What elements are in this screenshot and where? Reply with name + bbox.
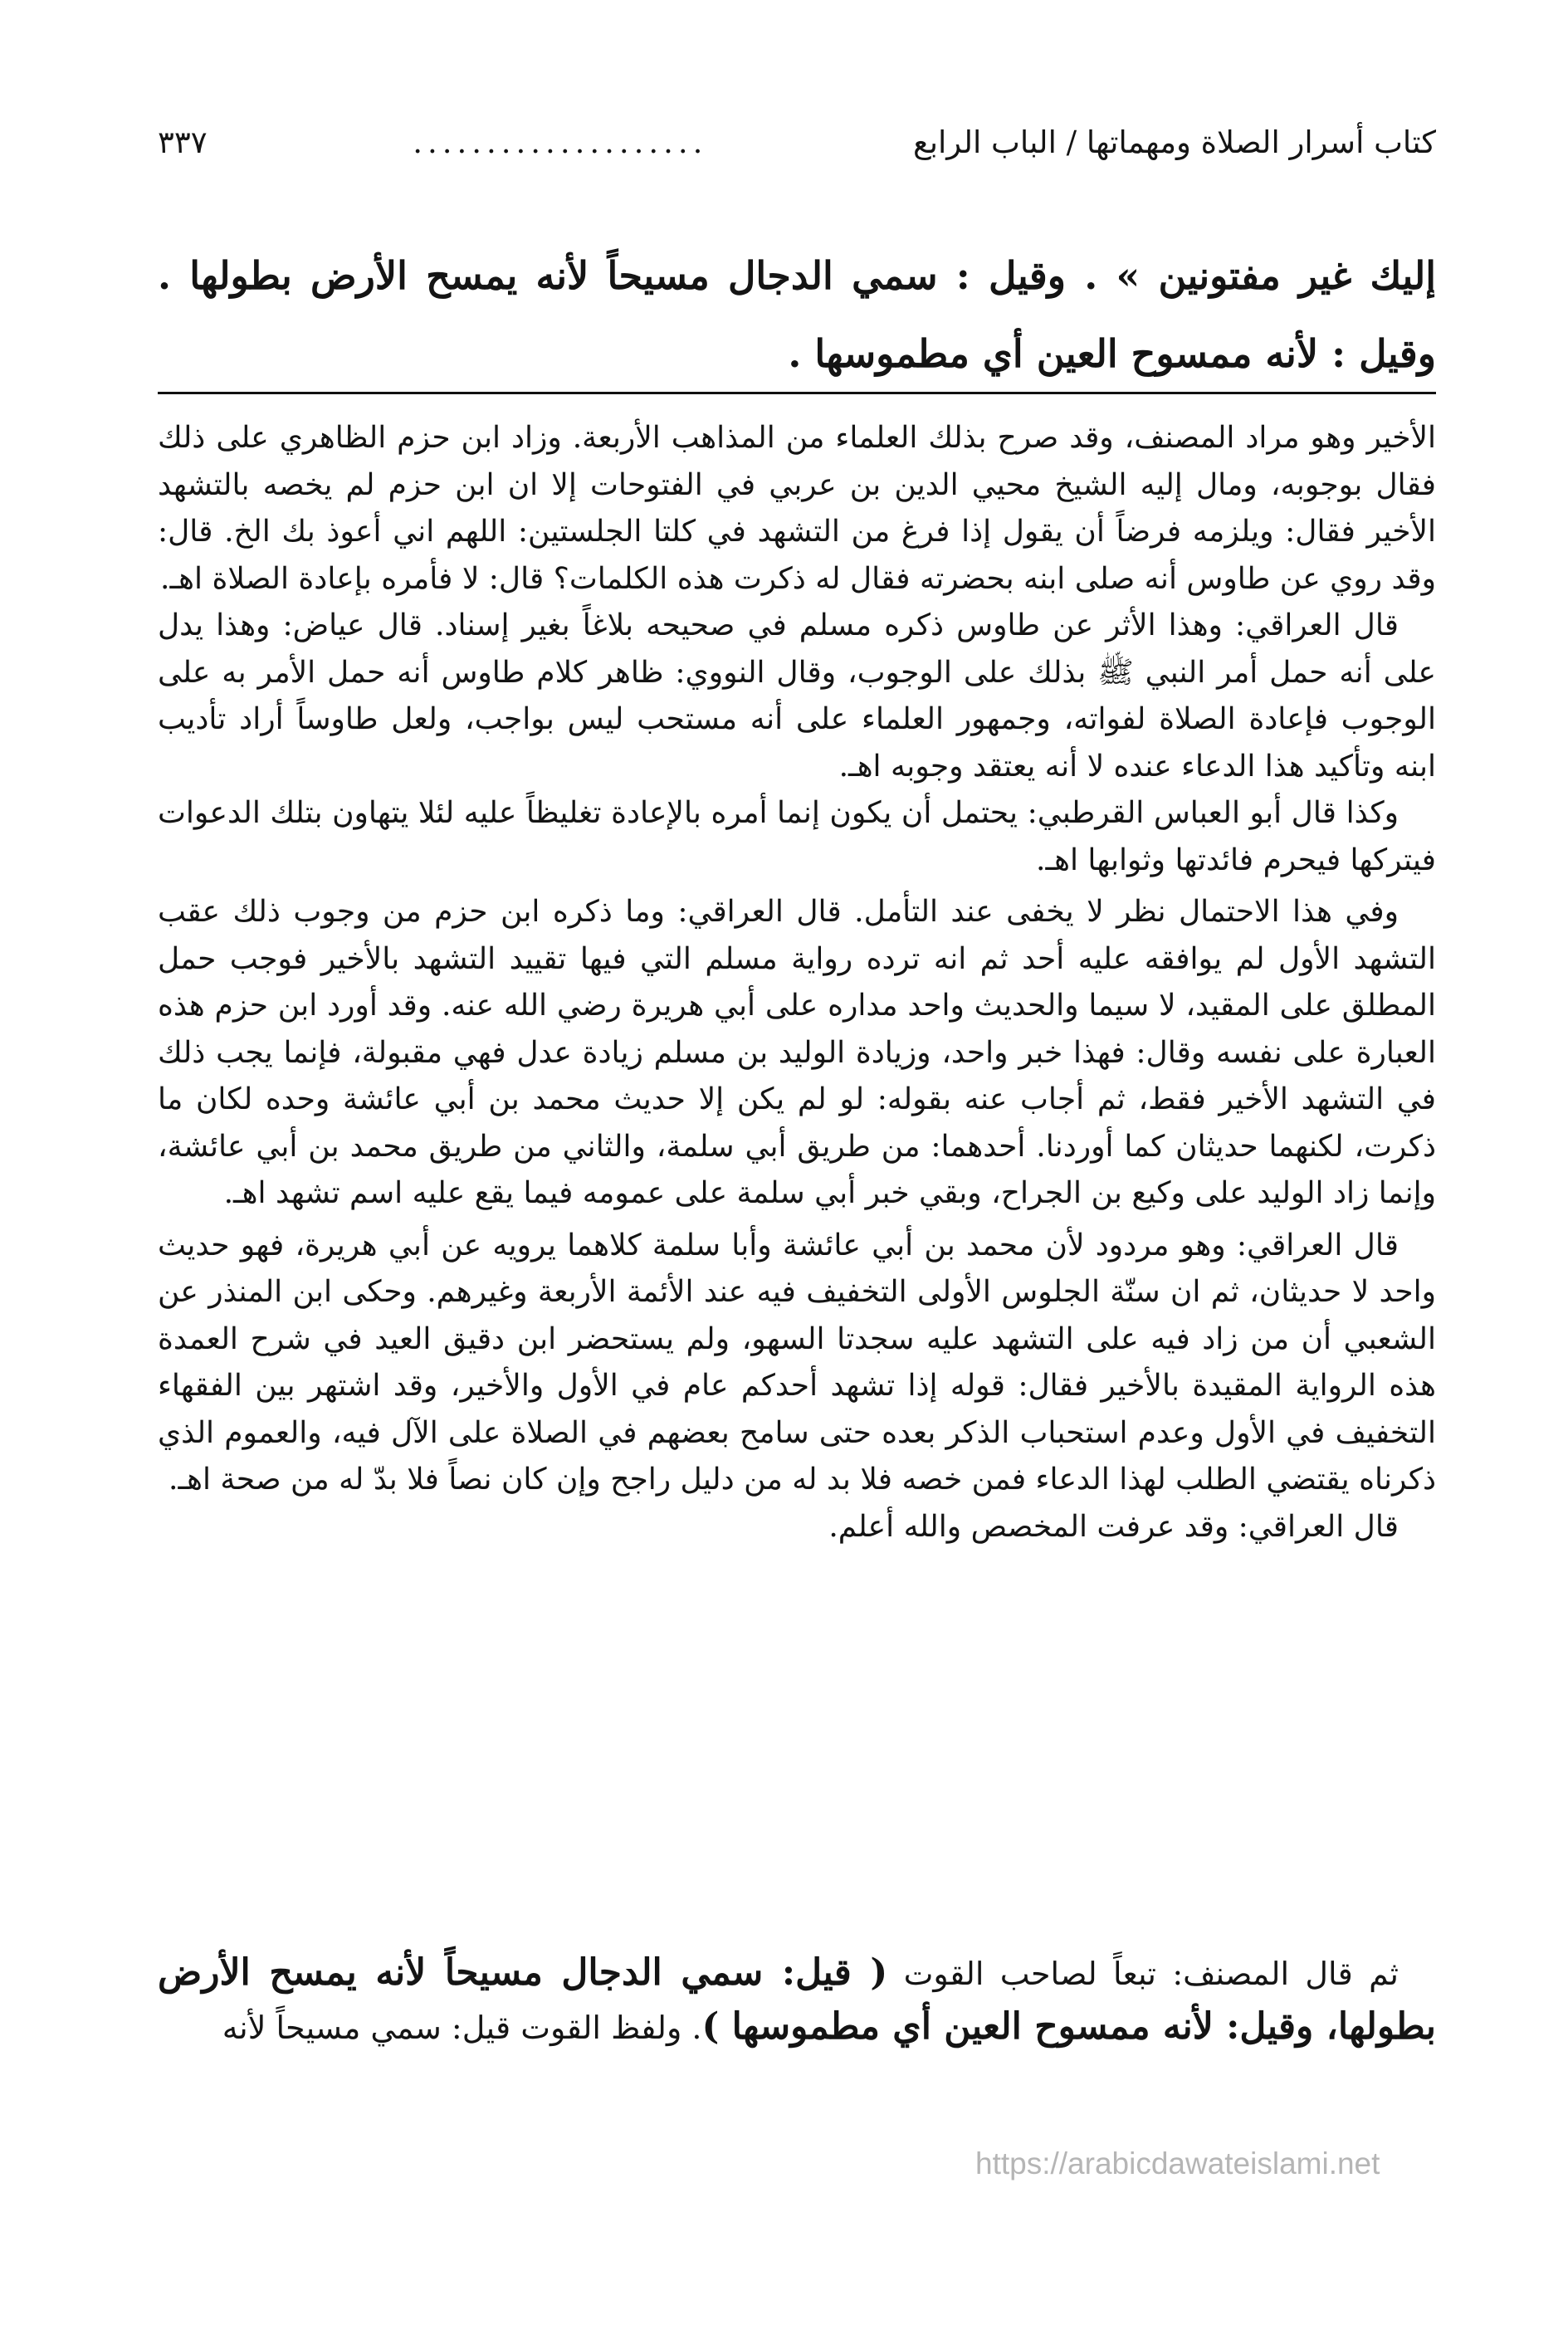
main-text: إليك غير مفتونين » . وقيل : سمي الدجال مسيحاً لأنه يمسح الأرض بطولها . وقيل : لأنه ممسوح العين أي مطموسها . — [158, 253, 1436, 376]
closing-paragraph — [158, 1946, 1436, 2054]
watermark-url: https://arabicdawateislami.net — [975, 2146, 1380, 2180]
commentary-block — [158, 415, 1436, 1550]
commentary-paragraph-6: قال العراقي: وقد عرفت المخصص والله أعلم. — [828, 1509, 1399, 1544]
closing-lead: ثم قال المصنف: تبعاً لصاحب القوت — [903, 1956, 1399, 1992]
header-title: كتاب أسرار الصلاة ومهماتها / الباب الرابع — [913, 125, 1436, 160]
commentary-paragraph-4: وفي هذا الاحتمال نظر لا يخفى عند التأمل. قال العراقي: وما ذكره ابن حزم من وجوب ذلك عقب التشهد الأول لم يوافقه عليه أحد ثم انه ترده رواية مسلم التي فيها تقييد التشهد بالأخير فوجب حمل المطلق على المقيد، لا سيما والحديث واحد مداره على أبي هريرة رضي الله عنه. وقد أورد ابن حزم هذه العبارة على نفسه وقال: فهذا خبر واحد، وزيادة الوليد بن مسلم زيادة عدل فهي مقبولة، فإنما يجب ذلك في التشهد الأخير فقط، ثم أجاب عنه بقوله: لو لم يكن إلا حديث محمد بن أبي عائشة وحده لكان ما ذكرت، لكنهما حديثان كما أوردنا. أحدهما: من طريق أبي سلمة، والثاني من طريق محمد بن أبي عائشة، وإنما زاد الوليد على وكيع بن الجراح، وبقي خبر أبي سلمة على عمومه فيما يقع عليه اسم تشهد اهـ. — [158, 895, 1436, 1210]
header-dot-leader: .................... — [413, 125, 708, 160]
page-number: ٣٣٧ — [158, 125, 208, 160]
closing-quote: ( قيل: سمي الدجال مسيحاً لأنه يمسح الأرض بطولها، وقيل: لأنه ممسوح العين أي مطموسها ) — [158, 1951, 1436, 2048]
commentary-paragraph-1: الأخير وهو مراد المصنف، وقد صرح بذلك العلماء من المذاهب الأربعة. وزاد ابن حزم الظاهري على ذلك فقال بوجوبه، ومال إليه الشيخ محيي الدين بن عربي في الفتوحات إلا ان ابن حزم لم يخصه بالتشهد الأخير فقال: ويلزمه فرضاً أن يقول إذا فرغ من التشهد في كلتا الجلستين: اللهم اني أعوذ بك الخ. قال: وقد روي عن طاوس أنه صلى ابنه بحضرته فقال له ذكرت هذه الكلمات؟ قال: لا فأمره بإعادة الصلاة اهـ. — [158, 421, 1436, 596]
footnote-divider — [158, 392, 1436, 394]
commentary-paragraph-3: وكذا قال أبو العباس القرطبي: يحتمل أن يكون إنما أمره بالإعادة تغليظاً عليه لئلا يتهاون بتلك الدعوات فيتركها فيحرم فائدتها وثوابها اهـ. — [158, 796, 1436, 877]
commentary-paragraph-5: قال العراقي: وهو مردود لأن محمد بن أبي عائشة وأبا سلمة كلاهما يرويه عن أبي هريرة، فهو حديث واحد لا حديثان، ثم ان سنّة الجلوس الأولى التخفيف فيه عند الأئمة الأربعة وغيرهم. وحكى ابن المنذر عن الشعبي أن من زاد فيه على التشهد عليه سجدتا السهو، ولم يستحضر ابن دقيق العيد في شرح العمدة هذه الرواية المقيدة بالأخير فقال: قوله إذا تشهد أحدكم عام في الأول والأخير، وقد اشتهر بين الفقهاء التخفيف في الأول وعدم استحباب الذكر بعده حتى سامح بعضهم في الصلاة على الآل فيه، والعموم الذي ذكرناه يقتضي الطلب لهذا الدعاء فمن خصه فلا بد له من دليل راجح وإن كان نصاً فلا بدّ له من صحة اهـ. — [158, 1228, 1436, 1497]
running-header — [158, 125, 1436, 183]
commentary-paragraph-2: قال العراقي: وهذا الأثر عن طاوس ذكره مسلم في صحيحه بلاغاً بغير إسناد. قال عياض: وهذا يدل على أنه حمل أمر النبي ﷺ بذلك على الوجوب، وقال النووي: ظاهر كلام طاوس أنه حمل الأمر به على الوجوب فإعادة الصلاة لفواته، وجمهور العلماء على أنه مستحب ليس بواجب، ولعل طاوساً أراد تأديب ابنه وتأكيد هذا الدعاء عنده لا أنه يعتقد وجوبه اهـ. — [158, 608, 1436, 784]
closing-tail: . ولفظ القوت قيل: سمي مسيحاً لأنه — [222, 2009, 702, 2046]
